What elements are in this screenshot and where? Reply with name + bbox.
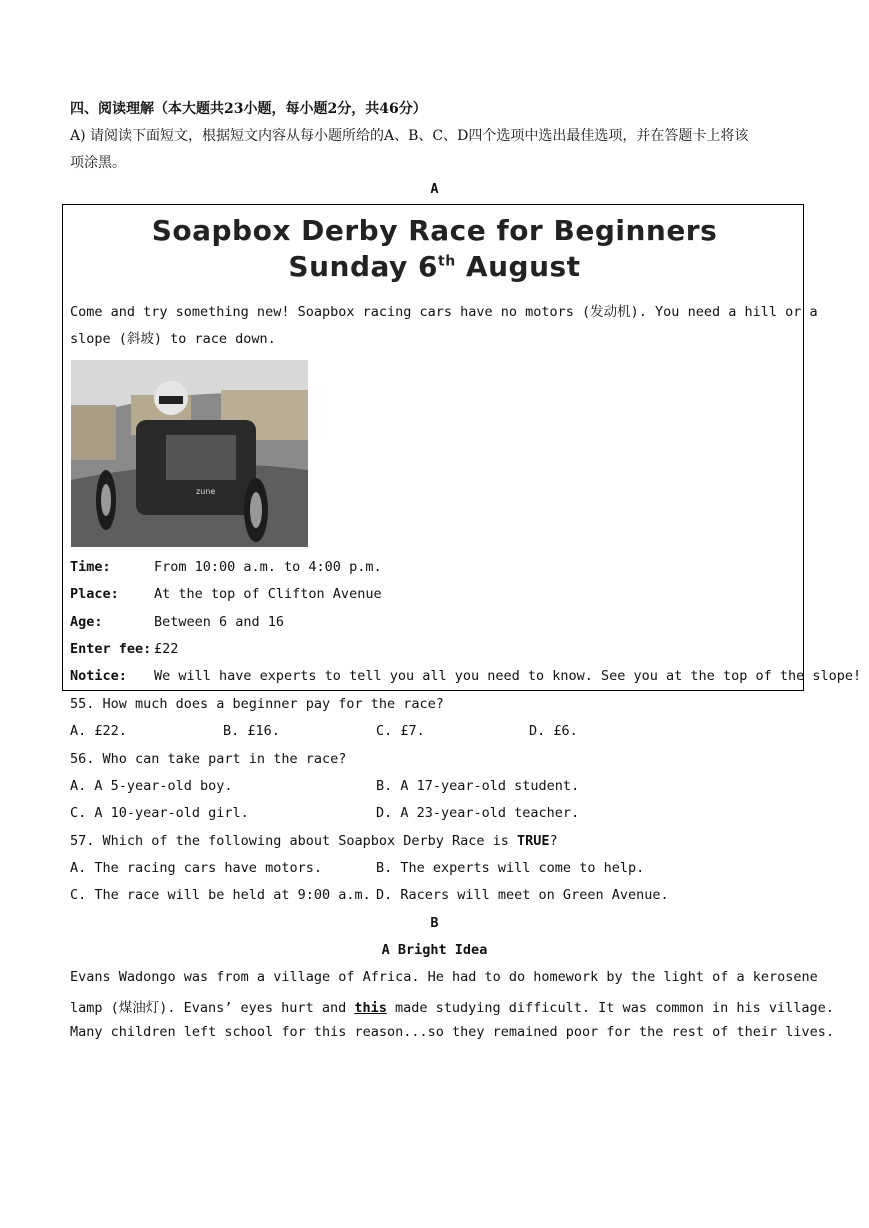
passage-b-title: A Bright Idea [381, 942, 488, 958]
question-55-option-d: D. £6. [529, 723, 578, 739]
photo-caption: zune [196, 487, 216, 496]
info-row-place: Place: At the top of Clifton Avenue [70, 586, 382, 602]
underlined-word: this [354, 1000, 387, 1016]
question-57-option-b: B. The experts will come to help. [376, 860, 645, 876]
question-55-stem: 55. How much does a beginner pay for the race? [70, 696, 444, 712]
info-row-notice: Notice: We will have experts to tell you all you need to know. See you at the top of the slope! [70, 668, 862, 684]
passage-b-line3: Many children left school for this reason...so they remained poor for the rest of their lives. [70, 1024, 835, 1040]
passage-b-letter: B [430, 915, 439, 931]
question-57-option-c: C. The race will be held at 9:00 a.m. [70, 887, 371, 903]
poster-intro-line1: Come and try something new! Soapbox racing cars have no motors (发动机). You need a hill or a [70, 304, 818, 320]
passage-b-line1: Evans Wadongo was from a village of Africa. He had to do homework by the light of a kerosene [70, 969, 818, 985]
info-row-age: Age: Between 6 and 16 [70, 614, 285, 630]
question-57-stem: 57. Which of the following about Soapbox Derby Race is TRUE? [70, 833, 558, 849]
question-57-option-a: A. The racing cars have motors. [70, 860, 322, 876]
info-row-time: Time: From 10:00 a.m. to 4:00 p.m. [70, 559, 382, 575]
question-56-stem: 56. Who can take part in the race? [70, 751, 347, 767]
question-56-option-a: A. A 5-year-old boy. [70, 778, 233, 794]
question-55-option-a: A. £22. [70, 723, 127, 739]
section-heading: 四、阅读理解（本大题共23小题，每小题2分，共46分） [70, 101, 427, 117]
poster-title-line2: Sunday 6th August [288, 250, 581, 283]
soapbox-car-photo [71, 360, 308, 547]
poster-intro-line2: slope (斜坡) to race down. [70, 331, 276, 347]
poster-title-line1: Soapbox Derby Race for Beginners [151, 214, 718, 247]
question-55-option-b: B. £16. [223, 723, 280, 739]
question-57-option-d: D. Racers will meet on Green Avenue. [376, 887, 669, 903]
question-56-option-d: D. A 23-year-old teacher. [376, 805, 580, 821]
section-instruction-line2: 项涂黑。 [70, 155, 126, 171]
section-instruction-line1: A) 请阅读下面短文，根据短文内容从每小题所给的A、B、C、D四个选项中选出最佳选项，并在答题卡上将该 [70, 128, 749, 144]
question-55-option-c: C. £7. [376, 723, 425, 739]
question-56-option-b: B. A 17-year-old student. [376, 778, 580, 794]
question-56-option-c: C. A 10-year-old girl. [70, 805, 249, 821]
info-row-fee: Enter fee: £22 [70, 641, 179, 657]
passage-a-letter: A [430, 181, 439, 197]
passage-b-line2: lamp (煤油灯). Evans’ eyes hurt and this made studying difficult. It was common in his village. [70, 1000, 834, 1016]
